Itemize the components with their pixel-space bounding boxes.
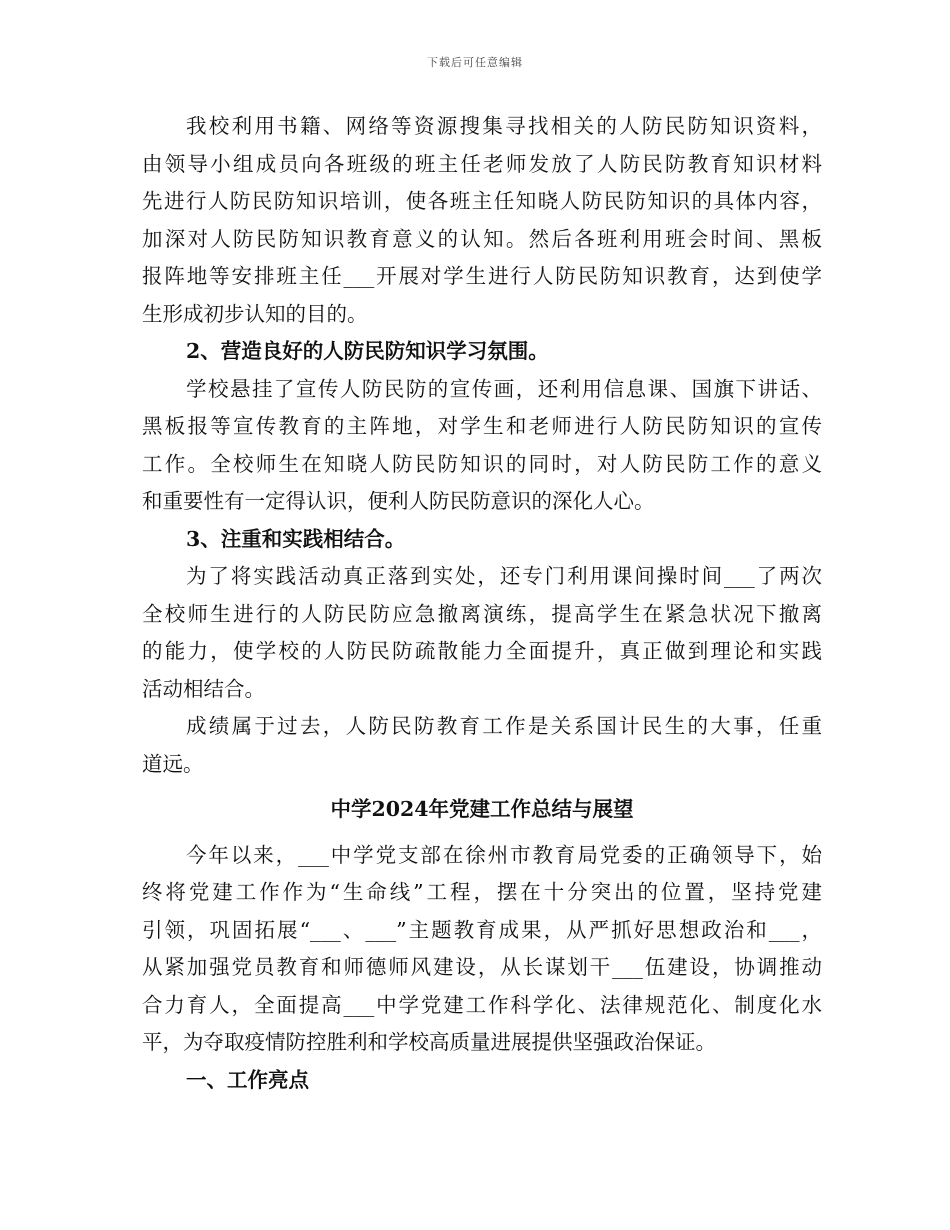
paragraph-practice — [142, 558, 822, 708]
text-line: 和重要性有一定得认识，便利人防民防意识的深化人心。 — [142, 489, 655, 513]
text-line: 生形成初步认知的目的。 — [142, 301, 368, 326]
paragraph-resources — [142, 108, 822, 333]
text-line: 加深对人防民防知识教育意义的认知。然后各班利用班会时间、黑板 — [142, 226, 822, 251]
text-line: 先进行人防民防知识培训，使各班主任知晓人防民防知识的具体内容， — [142, 189, 822, 213]
text-line: 从紧加强党员教育和师德师风建设，从长谋划干___伍建设，协调推动 — [142, 955, 822, 979]
text-line: 活动相结合。 — [142, 676, 265, 701]
header-note: 下载后可任意编辑 — [427, 56, 523, 69]
document-title: 中学2024年党建工作总结与展望 — [330, 797, 634, 821]
text-line: 平，为夺取疫情防控胜利和学校高质量进展提供坚强政治保证。 — [142, 1030, 716, 1054]
text-line: 黑板报等宣传教育的主阵地，对学生和老师进行人防民防知识的宣传 — [142, 414, 822, 438]
text-line: 道远。 — [142, 751, 204, 776]
section-heading-2: 2、营造良好的人防民防知识学习氛围。 — [186, 339, 549, 363]
text-line: 的能力，使学校的人防民防疏散能力全面提升，真正做到理论和实践 — [142, 639, 822, 663]
text-line: 由领导小组成员向各班级的班主任老师发放了人防民防教育知识材料 — [142, 151, 822, 176]
text-line: 引领，巩固拓展“___、___”主题教育成果，从严抓好思想政治和___， — [142, 917, 822, 942]
text-line: 今年以来，___中学党支部在徐州市教育局党委的正确领导下，始 — [186, 842, 822, 867]
text-line: 为了将实践活动真正落到实处，还专门利用课间操时间___了两次 — [186, 564, 822, 588]
document-body — [142, 108, 822, 1099]
section-heading-work-highlights: 一、工作亮点 — [186, 1067, 309, 1092]
text-line: 我校利用书籍、网络等资源搜集寻找相关的人防民防知识资料， — [186, 114, 822, 138]
paragraph-conclusion — [142, 708, 822, 783]
text-line: 工作。全校师生在知晓人防民防知识的同时，对人防民防工作的意义 — [142, 451, 822, 476]
text-line: 报阵地等安排班主任___开展对学生进行人防民防知识教育，达到使学 — [142, 264, 822, 288]
paragraph-party-building — [142, 837, 822, 1062]
section-heading-3: 3、注重和实践相结合。 — [186, 526, 406, 551]
paragraph-atmosphere — [142, 371, 822, 521]
text-line: 全校师生进行的人防民防应急撤离演练，提高学生在紧急状况下撤离 — [142, 601, 822, 626]
text-line: 学校悬挂了宣传人防民防的宣传画，还利用信息课、国旗下讲话、 — [186, 376, 822, 401]
text-line: 成绩属于过去，人防民防教育工作是关系国计民生的大事，任重 — [186, 714, 822, 738]
text-line: 终将党建工作作为“生命线”工程，摆在十分突出的位置，坚持党建 — [142, 880, 822, 904]
text-line: 合力育人，全面提高___中学党建工作科学化、法律规范化、制度化水 — [142, 992, 822, 1017]
